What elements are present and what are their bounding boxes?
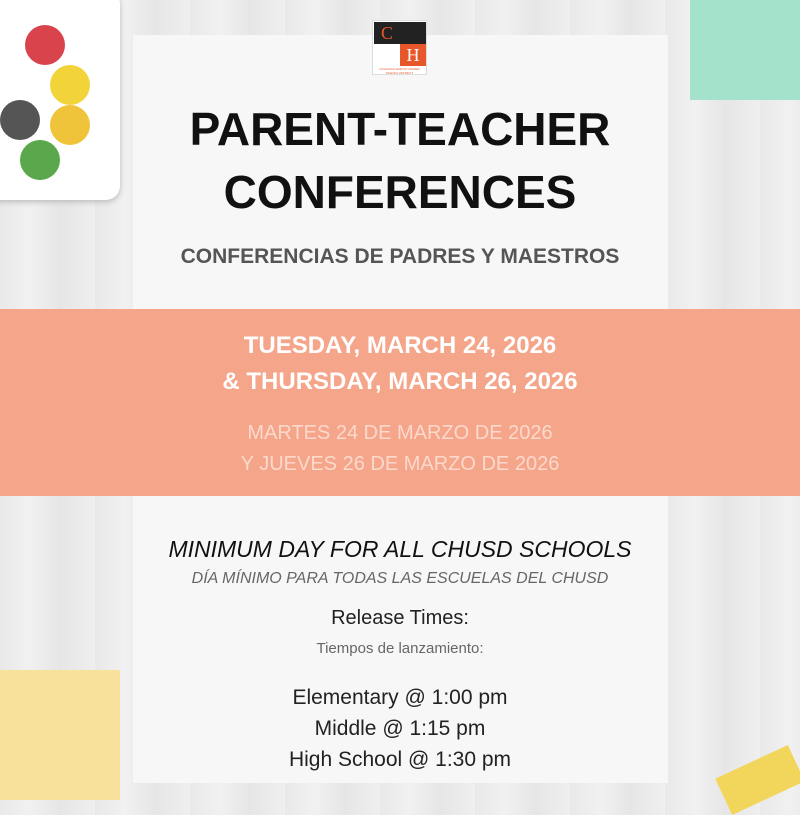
release-times — [0, 682, 800, 775]
date-line-es: Y JUEVES 26 DE MARZO DE 2026 — [240, 453, 560, 475]
subtitle: CONFERENCIAS DE PADRES Y MAESTROS — [180, 245, 620, 268]
release-label-es: Tiempos de lanzamiento: — [316, 640, 484, 657]
time-item: Elementary @ 1:00 pm — [292, 686, 508, 709]
title-line-1: PARENT-TEACHER — [189, 103, 611, 155]
minimum-day: MINIMUM DAY FOR ALL CHUSD SCHOOLS — [168, 536, 632, 562]
logo-text: COALINGA-HURON UNIFIED SCHOOL DISTRICT — [379, 67, 420, 75]
date-line-es: MARTES 24 DE MARZO DE 2026 — [247, 422, 553, 444]
sticky-note — [690, 0, 800, 100]
page-title — [0, 98, 800, 224]
date-line: & THURSDAY, MARCH 26, 2026 — [222, 368, 578, 395]
dates-spanish — [0, 418, 800, 480]
release-label: Release Times: — [331, 607, 469, 629]
time-item: Middle @ 1:15 pm — [314, 717, 486, 740]
logo-letter-h: H — [400, 44, 426, 66]
district-logo — [372, 20, 427, 75]
logo-letter-c: C — [374, 22, 400, 44]
title-line-2: CONFERENCES — [223, 166, 577, 218]
date-line: TUESDAY, MARCH 24, 2026 — [243, 332, 557, 359]
minimum-day-es: DÍA MÍNIMO PARA TODAS LAS ESCUELAS DEL CHUSD — [191, 570, 609, 587]
time-item: High School @ 1:30 pm — [288, 748, 512, 771]
dates-english — [0, 328, 800, 400]
